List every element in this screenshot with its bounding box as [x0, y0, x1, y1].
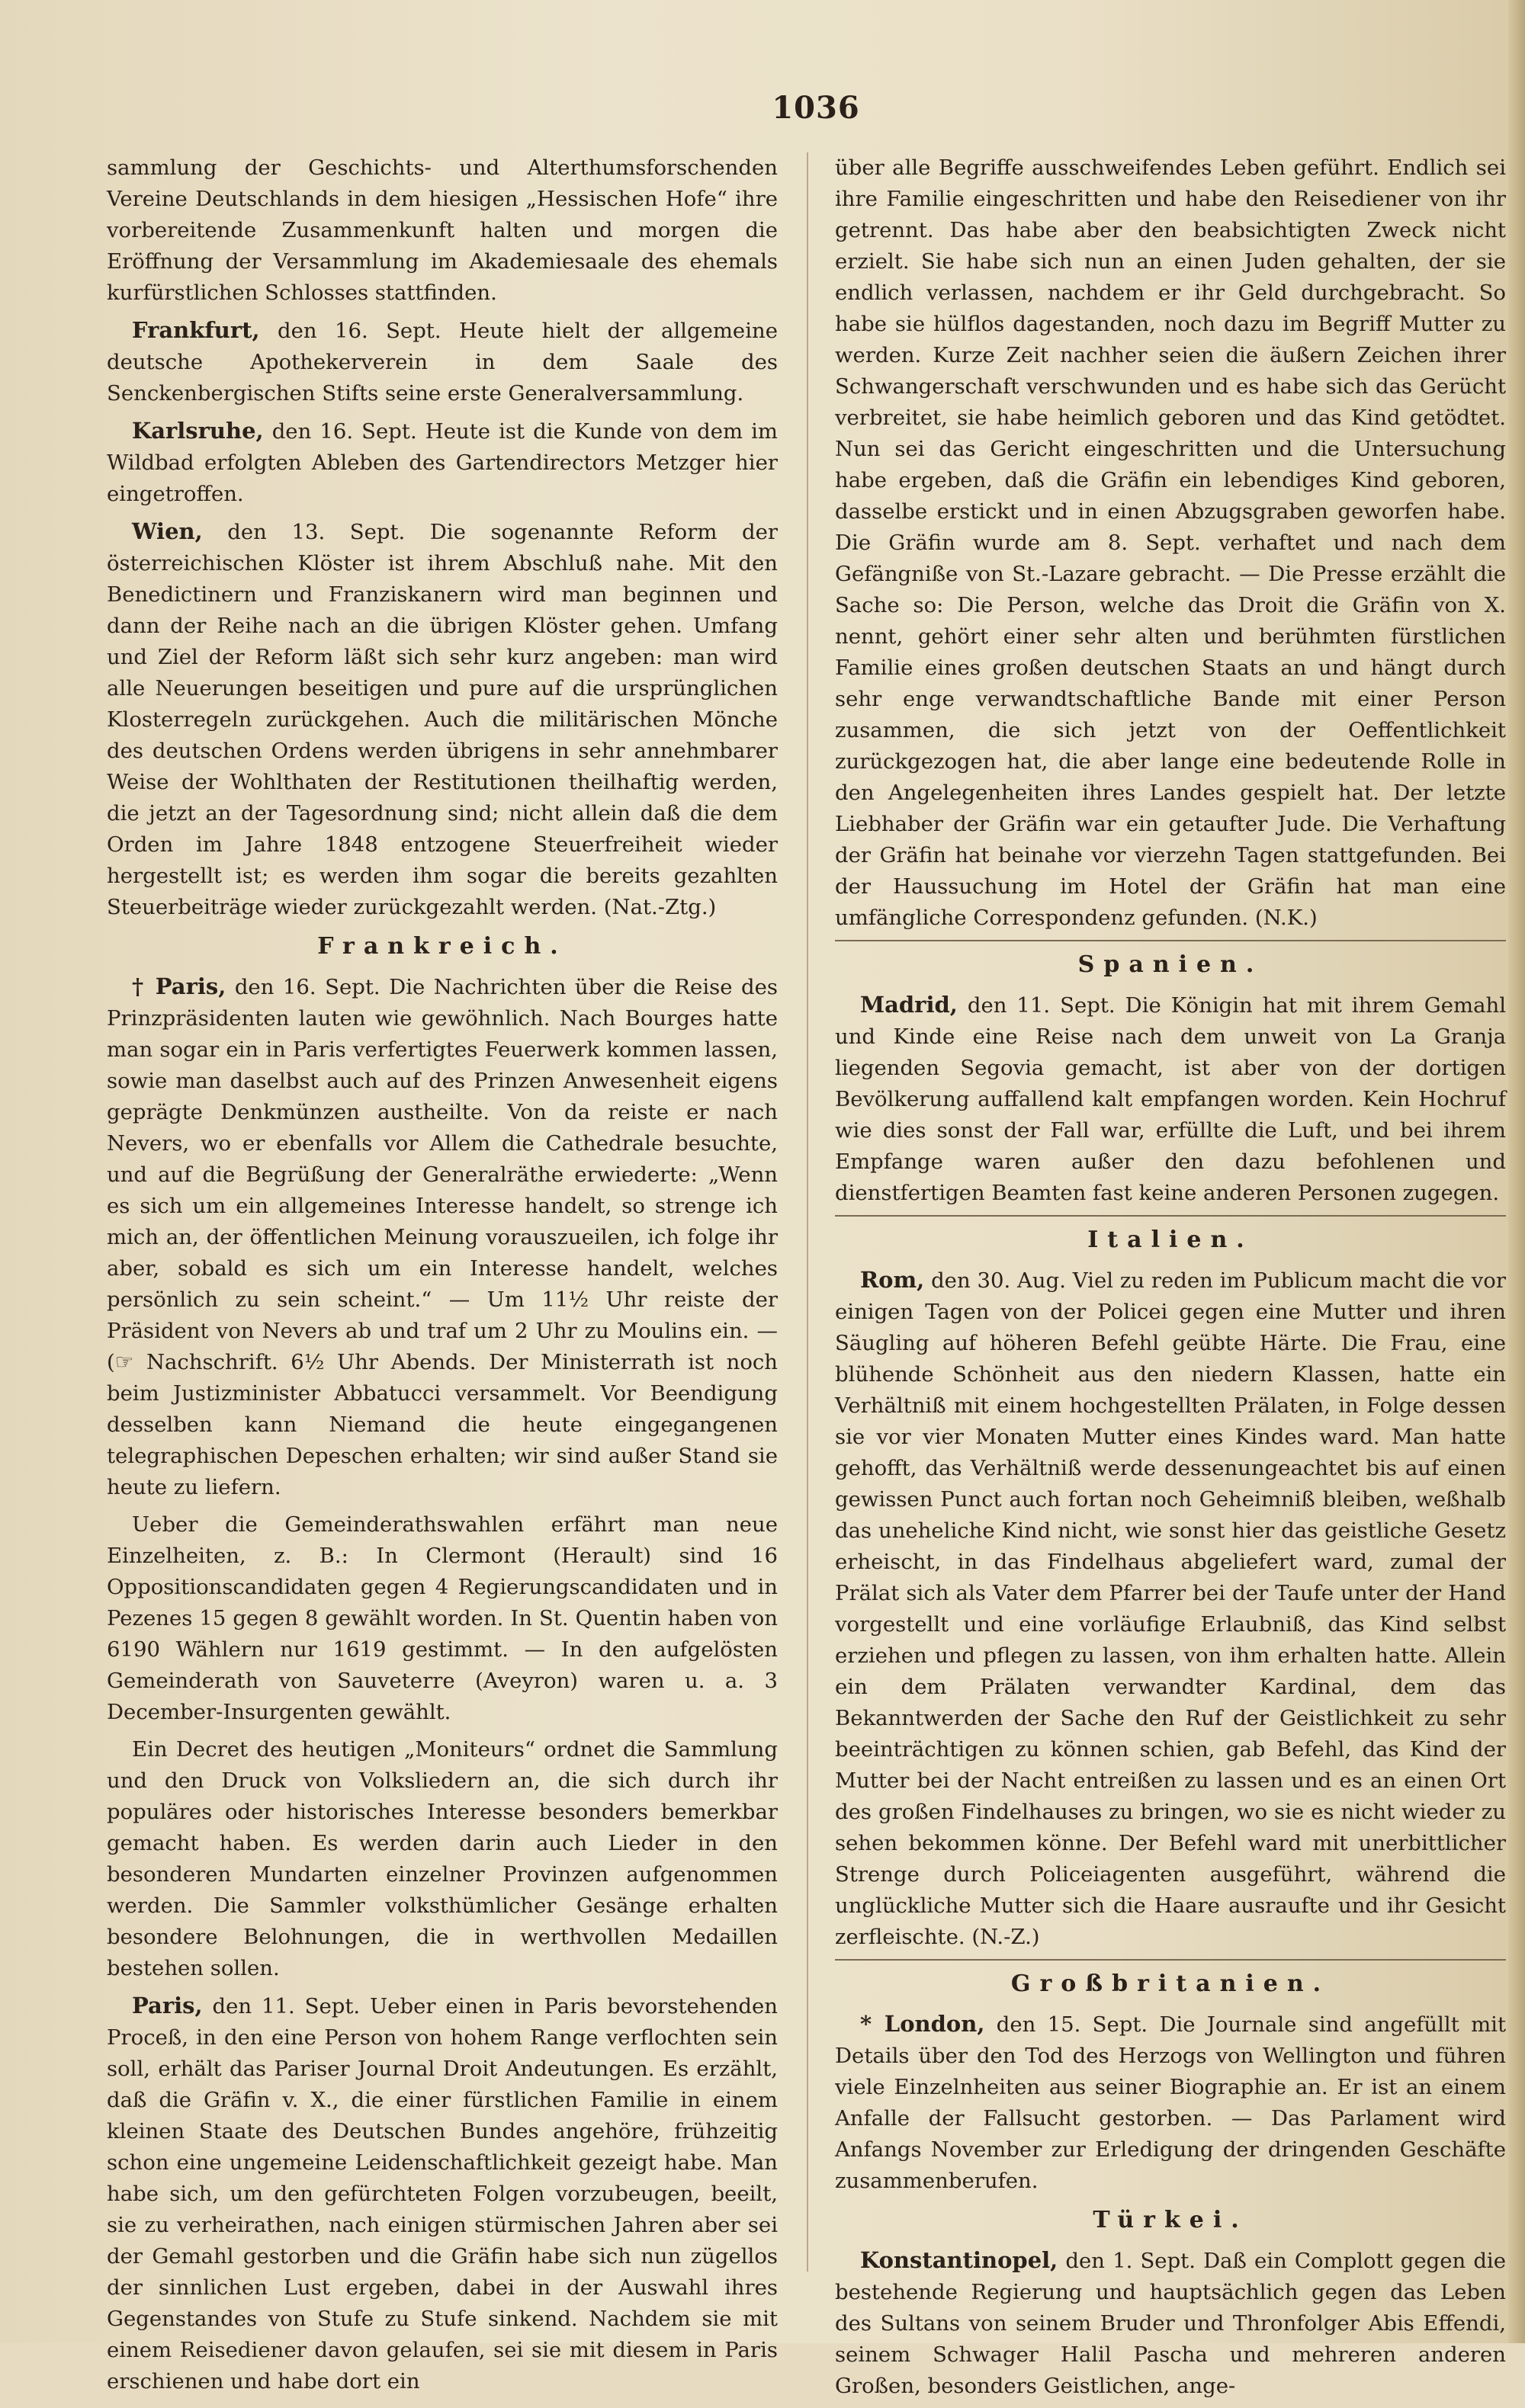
article-text: den 16. Sept. Heute hielt der allgemeine deutsche Apothekerverein in dem Saale des Senckenbergischen Stifts seine erste Generalversammlung.	[107, 319, 778, 406]
source-citation: (N.K.)	[1254, 906, 1318, 930]
article-text: über alle Begriffe ausschweifendes Leben geführt. Endlich sei ihre Familie eingeschritten und habe den Reisediener von ihr getrennt. Das habe aber den beabsichtigten Zweck nicht erzielt. Sie habe sich nun an einen Juden gehalten, der sie endlich verlassen, nachdem er ihr Geld durchgebracht. So habe sie hülflos dagestanden, noch dazu im Begriff Mutter zu werden. Kurze Zeit nachher seien die äußern Zeichen ihrer Schwangerschaft verschwunden und es habe sich das Gerücht verbreitet, sie habe heimlich geboren und das Kind getödtet. Nun sei das Gericht eingeschritten und die Untersuchung habe ergeben, daß die Gräfin ein lebendiges Kind geboren, dasselbe erstickt und in einen Abzugsgraben geworfen habe. Die Gräfin wurde am 8. Sept. verhaftet und nach dem Gefängniße von St.-Lazare gebracht. — Die Presse erzählt die Sache so: Die Person, welche das Droit die Gräfin von X. nennt, gehört einer sehr alten und berühmten fürstlichen Familie eines großen deutschen Staats an und hängt durch sehr enge verwandtschaftliche Bande mit einer Person zusammen, die sich jetzt von der Oeffentlichkeit zurückgezogen hat, die aber lange eine bedeutende Rolle in den Angelegenheiten ihres Landes gespielt hat. Der letzte Liebhaber der Gräfin war ein getaufter Jude. Die Verhaftung der Gräfin hat beinahe vor vierzehn Tagen stattgefunden. Bei der Haussuchung im Hotel der Gräfin hat man eine umfängliche Correspondenz gefunden.	[835, 156, 1506, 930]
section-heading-france: Frankreich.	[317, 933, 567, 960]
dateline: Rom,	[860, 1267, 925, 1293]
right-column	[835, 152, 1506, 2408]
article-frankfurt	[107, 315, 778, 409]
dateline: Madrid,	[860, 992, 958, 1018]
article-konstantinopel	[835, 2245, 1506, 2402]
dateline: * London,	[860, 2011, 985, 2037]
article-paris-1	[107, 971, 778, 1503]
article-text: den 16. Sept. Heute ist die Kunde von dem im Wildbad erfolgten Ableben des Gartendirectors Metzger hier eingetroffen.	[107, 419, 778, 506]
section-heading-spain: Spanien.	[1077, 951, 1263, 978]
dateline: Frankfurt,	[132, 317, 260, 343]
source-citation: (Nat.-Ztg.)	[603, 895, 717, 919]
article-text: den 11. Sept. Die Königin hat mit ihrem Gemahl und Kinde eine Reise nach dem unweit von La Granja liegenden Segovia gemacht, ist aber von der dortigen Bevölkerung auffallend kalt empfangen worden. Kein Hochruf wie dies sonst der Fall war, erfüllte die Luft, und bei ihrem Empfange waren außer den dazu befohlenen und dienstfertigen Beamten fast keine anderen Personen zugegen.	[835, 993, 1506, 1205]
article-text: den 15. Sept. Die Journale sind angefüllt mit Details über den Tod des Herzogs von Wellington und führen viele Einzelnheiten aus seiner Biographie an. Er ist an einem Anfalle der Fallsucht gestorben. — Das Parlament wird Anfangs November zur Erledigung der dringenden Geschäfte zusammenberufen.	[835, 2012, 1506, 2193]
page-number: 1036	[772, 90, 860, 126]
article-text: den 11. Sept. Ueber einen in Paris bevorstehenden Proceß, in den eine Person von hohem Range verflochten sein soll, erhält das Pariser Journal Droit Andeutungen. Es erzählt, daß die Gräfin v. X., die einer fürstlichen Familie in einem kleinen Staate des Deutschen Bundes angehöre, frühzeitig schon eine ungemeine Leidenschaftlichkeit gezeigt habe. Man habe sich, um den gefürchteten Folgen vorzubeugen, beeilt, sie zu verheirathen, nach einigen stürmischen Jahren aber sei der Gemahl gestorben und die Gräfin habe sich nun zügellos der sinnlichen Lust ergeben, dabei in der Auswahl ihres Gegenstandes von Stufe zu Stufe sinkend. Nachdem sie mit einem Reisediener davon gelaufen, sei sie mit diesem in Paris erschienen und habe dort ein	[107, 1994, 778, 2394]
section-heading-italy: Italien.	[1087, 1226, 1254, 1253]
dateline: † Paris,	[132, 973, 226, 999]
section-rule	[835, 1215, 1506, 1217]
section-heading-britain: Großbritanien.	[1010, 1970, 1331, 1997]
page-edge	[1508, 0, 1525, 2343]
article-wien	[107, 516, 778, 923]
article-madrid	[835, 989, 1506, 1209]
article-rom	[835, 1265, 1506, 1953]
column-divider	[807, 152, 808, 2272]
article-text: den 30. Aug. Viel zu reden im Publicum macht die vor einigen Tagen von der Policei gegen eine Mutter und ihren Säugling auf höheren Befehl geübte Härte. Die Frau, eine blühende Schönheit aus den niedern Klassen, hatte ein Verhältniß mit einem hochgestellten Prälaten, in Folge dessen sie vor vier Monaten Mutter eines Kindes ward. Man hatte gehofft, das Verhältniß werde dessenungeachtet bis auf einen gewissen Punct auch fortan noch Geheimniß bleiben, weßhalb das uneheliche Kind nicht, wie sonst hier das geistliche Gesetz erheischt, in das Findelhaus abgeliefert ward, zumal der Prälat sich als Vater dem Pfarrer bei der Taufe unter der Hand vorgestellt und eine vorläufige Erlaubniß, das Kind selbst erziehen und pflegen zu lassen, von ihm erhalten hatte. Allein ein dem Prälaten verwandter Kardinal, dem das Bekanntwerden der Sache den Ruf der Geistlichkeit zu sehr beeinträchtigen zu können schien, gab Befehl, das Kind der Mutter bei der Nacht entreißen zu lassen und es an einen Ort des großen Findelhauses zu bringen, wo sie es nicht wieder zu sehen bekommen könne. Der Befehl ward mit unerbittlicher Strenge durch Policeiagenten ausgeführt, während die unglückliche Mutter sich die Haare ausraufte und ihr Gesicht zerfleischte.	[835, 1268, 1506, 1949]
section-heading-turkey: Türkei.	[1093, 2207, 1248, 2233]
source-citation: (N.-Z.)	[971, 1925, 1040, 1949]
article-london	[835, 2009, 1506, 2197]
dateline: Karlsruhe,	[132, 418, 264, 444]
left-column	[107, 152, 778, 2403]
article-text: den 1. Sept. Daß ein Complott gegen die bestehende Regierung und hauptsächlich gegen das Leben des Sultans von seinem Bruder und Thronfolger Abis Effendi, seinem Schwager Halil Pascha und mehreren anderen Großen, besonders Geistlichen, ange-	[835, 2249, 1506, 2398]
section-rule	[835, 940, 1506, 941]
dateline: Konstantinopel,	[860, 2247, 1058, 2273]
article-continuation	[835, 152, 1506, 934]
article-karlsruhe	[107, 415, 778, 510]
article-text: den 13. Sept. Die sogenannte Reform der österreichischen Klöster ist ihrem Abschluß nahe. Mit den Benedictinern und Franziskanern wird man beginnen und dann der Reihe nach an die übrigen Klöster gehen. Umfang und Ziel der Reform läßt sich sehr kurz angeben: man wird alle Neuerungen beseitigen und pure auf die ursprünglichen Klosterregeln zurückgehen. Auch die militärischen Mönche des deutschen Ordens werden übrigens in sehr annehmbarer Weise der Wohlthaten der Restitutionen theilhaftig werden, die jetzt an der Tagesordnung sind; nicht allein daß die dem Orden im Jahre 1848 entzogene Steuerfreiheit wieder hergestellt ist; es werden ihm sogar die bereits gezahlten Steuerbeiträge wieder zurückgezahlt werden.	[107, 520, 779, 919]
article-paris-2	[107, 1990, 778, 2397]
article-paragraph: sammlung der Geschichts- und Alterthumsforschenden Vereine Deutschlands in dem hiesigen „Hessischen Hofe“ ihre vorbereitende Zusammenkunft halten und morgen die Eröffnung der Versammlung im Akademiesaale des ehemals kurfürstlichen Schlosses stattfinden.	[107, 156, 778, 305]
dateline: Paris,	[132, 1993, 203, 2018]
dateline: Wien,	[132, 518, 203, 544]
article-text: den 16. Sept. Die Nachrichten über die Reise des Prinzpräsidenten lauten wie gewöhnlich. Nach Bourges hatte man sogar ein in Paris verfertigtes Feuerwerk kommen lassen, sowie man daselbst auch auf des Prinzen Anwesenheit eigens geprägte Denkmünzen austheilte. Von da reiste er nach Nevers, wo er ebenfalls vor Allem die Cathedrale besuchte, und auf die Begrüßung der Generalräthe erwiederte: „Wenn es sich um ein allgemeines Interesse handelt, so strenge ich mich an, der öffentlichen Meinung vorauszueilen, ich folge ihr aber, sobald es sich um ein Interesse handelt, welches persönlich zu sein scheint.“ — Um 11½ Uhr reiste der Präsident von Nevers ab und traf um 2 Uhr zu Moulins ein. — (☞ Nachschrift. 6½ Uhr Abends. Der Ministerrath ist noch beim Justizminister Abbatucci versammelt. Vor Beendigung desselben kann Niemand die heute eingegangenen telegraphischen Depeschen erhalten; wir sind außer Stand sie heute zu liefern.	[107, 975, 778, 1499]
article-paragraph: Ueber die Gemeinderathswahlen erfährt man neue Einzelheiten, z. B.: In Clermont (Herault) sind 16 Oppositionscandidaten gegen 4 Regierungscandidaten und in Pezenes 15 gegen 8 gewählt worden. In St. Quentin haben von 6190 Wählern nur 1619 gestimmt. — In den aufgelösten Gemeinderath von Sauveterre (Aveyron) waren u. a. 3 December-Insurgenten gewählt.	[107, 1512, 778, 1724]
article-paragraph: Ein Decret des heutigen „Moniteurs“ ordnet die Sammlung und den Druck von Volksliedern an, die sich durch ihr populäres oder historisches Interesse besonders bemerkbar gemacht haben. Es werden darin auch Lieder in den besonderen Mundarten einzelner Provinzen aufgenommen werden. Die Sammler volksthümlicher Gesänge erhalten besondere Belohnungen, die in werthvollen Medaillen bestehen sollen.	[107, 1737, 778, 1980]
section-rule	[835, 1959, 1506, 1961]
